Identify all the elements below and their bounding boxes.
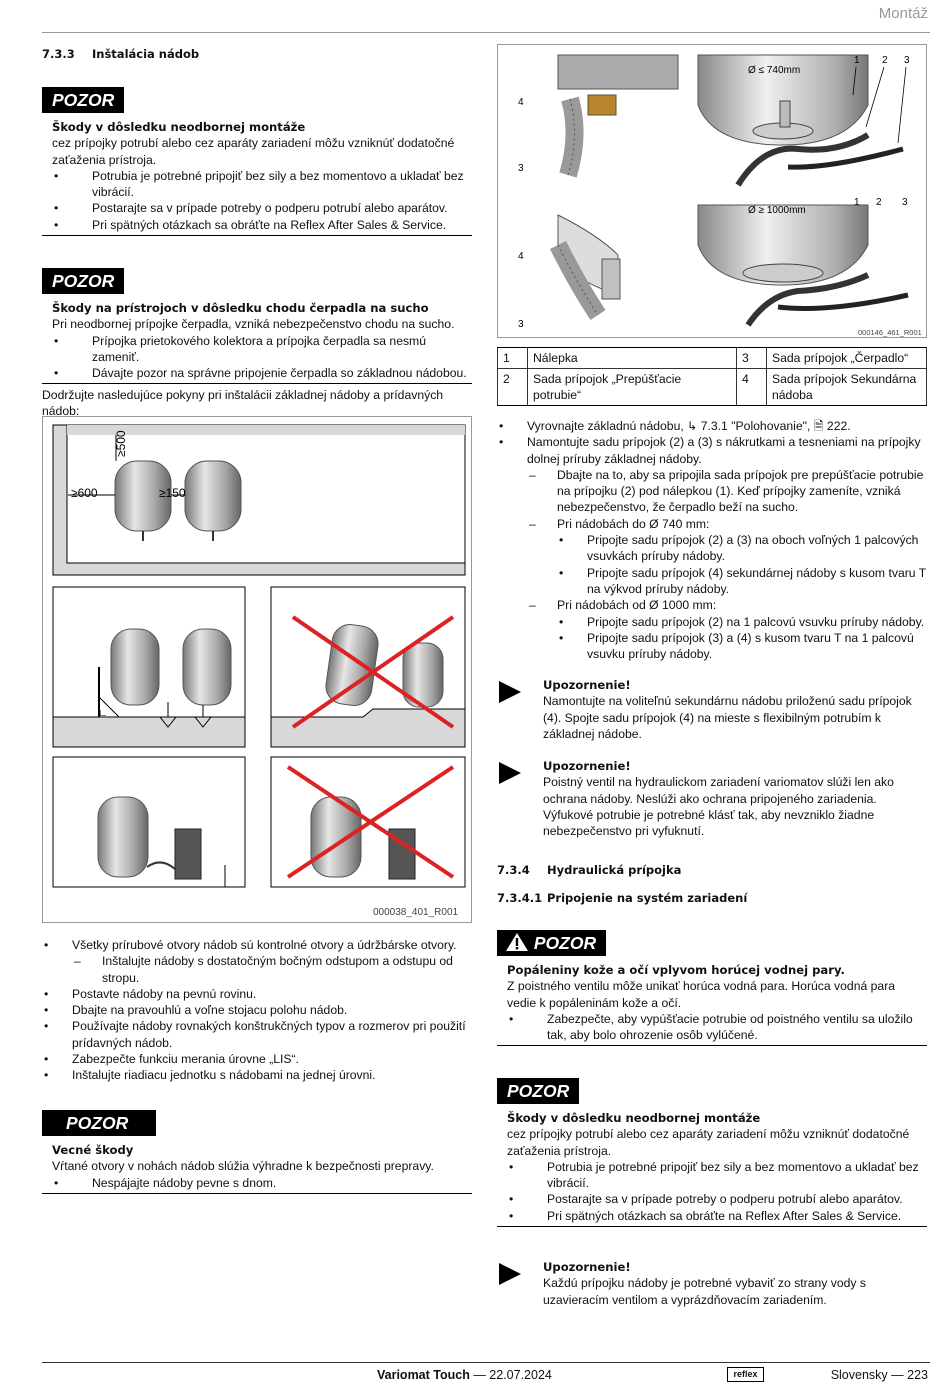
list-item: • Postavte nádoby na pevnú rovinu. bbox=[42, 986, 472, 1002]
pozor-label: POZOR bbox=[42, 268, 124, 294]
note-arrow-icon bbox=[499, 681, 521, 703]
figure-vessel-installation bbox=[42, 416, 472, 923]
list-item: • Zabezpečte funkciu merania úrovne „LIS“. bbox=[42, 1051, 472, 1067]
warning-bullet: • Potrubia je potrebné pripojiť bez sily a bez momentovo a ukladať bez vibrácií. bbox=[507, 1159, 927, 1192]
warning-text: Z poistného ventilu môže unikať horúca vodná para. Horúca vodná para vedie k popáleninám kože a očí. bbox=[507, 979, 896, 1010]
legend-text: Sada prípojok „Čerpadlo“ bbox=[767, 348, 927, 369]
pozor-label: POZOR bbox=[533, 933, 597, 953]
section-title: Pripojenie na systém zariadení bbox=[547, 891, 748, 905]
panel-clearances bbox=[53, 425, 465, 575]
reflex-logo: reflex bbox=[727, 1367, 764, 1382]
callout-4b: 4 bbox=[518, 251, 524, 262]
warning-bullet: • Dávajte pozor na správne pripojenie čerpadla so základnou nádobou. bbox=[52, 365, 472, 381]
list-item: • Namontujte sadu prípojok (2) a (3) s nákrutkami a tesneniami na prípojky dolnej príruby základnej nádoby. bbox=[497, 434, 927, 467]
list-item-dash: – Inštalujte nádoby s dostatočným bočným odstupom a odstupu od stropu. bbox=[42, 953, 472, 986]
note-title: Upozornenie! bbox=[543, 759, 631, 773]
note-title: Upozornenie! bbox=[543, 678, 631, 692]
callout-3c: 3 bbox=[902, 197, 908, 208]
lower-detail bbox=[518, 197, 908, 330]
callout-3: 3 bbox=[904, 55, 910, 66]
section-heading-7341 bbox=[497, 890, 747, 906]
warning-text: Vŕtané otvory v nohách nádob slúžia výhradne k bezpečnosti prepravy. bbox=[52, 1159, 434, 1174]
table-row bbox=[498, 348, 927, 369]
warning-rule bbox=[497, 1045, 927, 1046]
legend-num: 3 bbox=[737, 348, 767, 369]
warning-title: Škody v dôsledku neodbornej montáže bbox=[52, 120, 306, 134]
list-item-dash: – Pri nádobách do Ø 740 mm: bbox=[497, 516, 927, 532]
note-text: Každú prípojku nádoby je potrebné vybaviť zo strany vody s uzavieracím ventilom a vyprázdňovacím zariadením. bbox=[543, 1276, 866, 1307]
list-item-dash: – Pri nádobách od Ø 1000 mm: bbox=[497, 597, 927, 613]
intro-text: Dodržujte nasledujúce pokyny pri inštalácii základnej nádoby a prídavných nádob: bbox=[42, 388, 444, 419]
pozor-label: POZOR bbox=[42, 1110, 156, 1136]
connection-kits-illustration bbox=[498, 45, 928, 339]
warning-rule bbox=[497, 1226, 927, 1227]
warning-bullet: • Pri spätných otázkach sa obráťte na Reflex After Sales & Service. bbox=[52, 217, 472, 233]
list-right bbox=[497, 418, 927, 662]
legend-table bbox=[497, 347, 927, 406]
legend-text: Sada prípojok Sekundárna nádoba bbox=[767, 369, 927, 406]
vessel-installation-illustration bbox=[43, 417, 473, 924]
section-heading-733 bbox=[42, 46, 199, 62]
warning-text: cez prípojky potrubí alebo cez aparáty zariadení môžu vzniknúť dodatočné zaťaženia prístroja. bbox=[507, 1127, 910, 1158]
list-item: • Všetky prírubové otvory nádob sú kontrolné otvory a údržbárske otvory. bbox=[42, 937, 472, 953]
warning-bullet: • Zabezpečte, aby vypúšťacie potrubie od poistného ventilu sa uložilo tak, aby bolo ohrozenie osôb vylúčené. bbox=[507, 1011, 927, 1044]
callout-4: 4 bbox=[518, 97, 524, 108]
header-title: Montáž bbox=[878, 5, 928, 22]
panel-wrong-level bbox=[271, 587, 465, 747]
warning-bullet: • Prípojka prietokového kolektora a prípojka čerpadla sa nesmú zameniť. bbox=[52, 333, 472, 366]
callout-2: 2 bbox=[882, 55, 888, 66]
warning-triangle-icon bbox=[505, 932, 529, 952]
warning-bullet: • Pri spätných otázkach sa obráťte na Reflex After Sales & Service. bbox=[507, 1208, 927, 1224]
pozor-label: POZOR bbox=[42, 87, 124, 113]
list-item: • Dbajte na pravouhlú a voľne stojacu polohu nádob. bbox=[42, 1002, 472, 1018]
warning-title: Škody v dôsledku neodbornej montáže bbox=[507, 1111, 761, 1125]
panel-wrong-pump bbox=[271, 757, 465, 887]
legend-num: 2 bbox=[498, 369, 528, 406]
svg-text:∟: ∟ bbox=[98, 708, 108, 719]
note-2 bbox=[499, 758, 927, 839]
warning-title: Popáleniny kože a očí vplyvom horúcej vodnej pary. bbox=[507, 963, 845, 977]
upper-detail bbox=[518, 55, 910, 185]
diameter-label-2: Ø ≥ 1000mm bbox=[748, 205, 806, 216]
section-heading-734 bbox=[497, 862, 681, 878]
warning-box-4 bbox=[497, 930, 927, 1046]
section-title: Hydraulická prípojka bbox=[547, 863, 682, 877]
note-text: Namontujte na voliteľnú sekundárnu nádobu priloženú sadu prípojok (4). Spojte sadu prípojok (4) na mieste s flexibilným potrubím k základnej nádobe. bbox=[543, 694, 912, 741]
list-item-sub: • Pripojte sadu prípojok (2) na 1 palcovú vsuvku príruby nádoby. bbox=[497, 614, 927, 630]
footer-language: Slovensky bbox=[830, 1368, 888, 1382]
warning-bullet: • Nespájajte nádoby pevne s dnom. bbox=[52, 1175, 472, 1191]
warning-title: Škody na prístrojoch v dôsledku chodu čerpadla na sucho bbox=[52, 301, 429, 315]
section-number: 7.3.3 bbox=[42, 47, 75, 61]
dim-top-label: ≥500 bbox=[114, 430, 128, 457]
note-3 bbox=[499, 1259, 927, 1308]
list-item-dash: – Dbajte na to, aby sa pripojila sada prípojok pre prepúšťacie potrubie na prípojku (2) pod nálepkou (1). Keď prípojky zameníte, vzniká nebezpečenstvo, že čerpadlo beží na sucho. bbox=[497, 467, 927, 516]
note-arrow-icon bbox=[499, 1263, 521, 1285]
dim-left-label: ≥600 bbox=[71, 486, 98, 500]
note-arrow-icon bbox=[499, 762, 521, 784]
warning-rule bbox=[42, 383, 472, 384]
warning-box-2 bbox=[42, 268, 472, 384]
figure-code: 000038_401_R001 bbox=[373, 907, 459, 918]
footer-product bbox=[377, 1367, 552, 1383]
dim-mid-label: ≥150 bbox=[159, 486, 186, 500]
footer-page-number: — 223 bbox=[891, 1368, 928, 1382]
legend-num: 4 bbox=[737, 369, 767, 406]
table-row bbox=[498, 369, 927, 406]
warning-box-1 bbox=[42, 87, 472, 236]
warning-bullet: • Postarajte sa v prípade potreby o podperu potrubí alebo aparátov. bbox=[52, 200, 472, 216]
figure-connection-kits bbox=[497, 44, 927, 338]
footer-date: — 22.07.2024 bbox=[473, 1368, 552, 1382]
footer-product-name: Variomat Touch bbox=[377, 1368, 470, 1382]
warning-box-3 bbox=[42, 1110, 472, 1194]
callout-1: 1 bbox=[854, 55, 860, 66]
footer-divider bbox=[42, 1362, 930, 1363]
list-item: • Vyrovnajte základnú nádobu, ↳ 7.3.1 "Polohovanie", 🗎 222. bbox=[497, 418, 927, 434]
list-item-sub: • Pripojte sadu prípojok (4) sekundárnej nádoby s kusom tvaru T na výkvod príruby nádoby. bbox=[497, 565, 927, 598]
section-number: 7.3.4.1 bbox=[497, 891, 543, 905]
legend-text: Nálepka bbox=[528, 348, 737, 369]
callout-1b: 1 bbox=[854, 197, 860, 208]
footer-page bbox=[831, 1367, 928, 1383]
warning-text: cez prípojky potrubí alebo cez aparáty zariadení môžu vzniknúť dodatočné zaťaženia prístroja. bbox=[52, 136, 455, 167]
note-1 bbox=[499, 677, 927, 742]
warning-bullet: • Potrubia je potrebné pripojiť bez sily a bez momentovo a ukladať bez vibrácií. bbox=[52, 168, 472, 201]
legend-text: Sada prípojok „Prepúšťacie potrubie“ bbox=[528, 369, 737, 406]
callout-3d: 3 bbox=[518, 319, 524, 330]
section-title: Inštalácia nádob bbox=[92, 47, 200, 61]
pozor-label: POZOR bbox=[497, 1078, 579, 1104]
legend-num: 1 bbox=[498, 348, 528, 369]
pozor-label-with-icon bbox=[497, 930, 606, 956]
warning-rule bbox=[42, 1193, 472, 1194]
warning-rule bbox=[42, 235, 472, 236]
list-left bbox=[42, 937, 472, 1084]
header-divider bbox=[42, 32, 930, 33]
list-item-sub: • Pripojte sadu prípojok (3) a (4) s kusom tvaru T na 1 palcovú vsuvku príruby nádoby. bbox=[497, 630, 927, 663]
warning-bullet: • Postarajte sa v prípade potreby o podperu potrubí alebo aparátov. bbox=[507, 1191, 927, 1207]
list-item: • Inštalujte riadiacu jednotku s nádobami na jednej úrovni. bbox=[42, 1067, 472, 1083]
callout-3b: 3 bbox=[518, 163, 524, 174]
section-number: 7.3.4 bbox=[497, 863, 530, 877]
panel-right-angle bbox=[53, 587, 245, 747]
panel-correct-pump bbox=[53, 757, 245, 887]
diameter-label-1: Ø ≤ 740mm bbox=[748, 65, 801, 76]
warning-title: Vecné škody bbox=[52, 1143, 134, 1157]
list-item: • Používajte nádoby rovnakých konštrukčných typov a rozmerov pri použití prídavných nádob. bbox=[42, 1018, 472, 1051]
callout-2b: 2 bbox=[876, 197, 882, 208]
note-title: Upozornenie! bbox=[543, 1260, 631, 1274]
warning-box-5 bbox=[497, 1078, 927, 1227]
warning-text: Pri neodbornej prípojke čerpadla, vzniká nebezpečenstvo chodu na sucho. bbox=[52, 317, 455, 332]
list-item-sub: • Pripojte sadu prípojok (2) a (3) na oboch voľných 1 palcových vsuvkách príruby nádoby. bbox=[497, 532, 927, 565]
figure-code: 000146_461_R001 bbox=[858, 328, 922, 337]
note-text: Poistný ventil na hydraulickom zariadení variomatov slúži len ako ochrana nádoby. Neslúži ako ochrana pripojeného zariadenia. Výfukové potrubie je potrebné klásť tak, aby nevzniklo žiadne nebezpečenstvo pri vyfuknutí. bbox=[543, 775, 894, 839]
